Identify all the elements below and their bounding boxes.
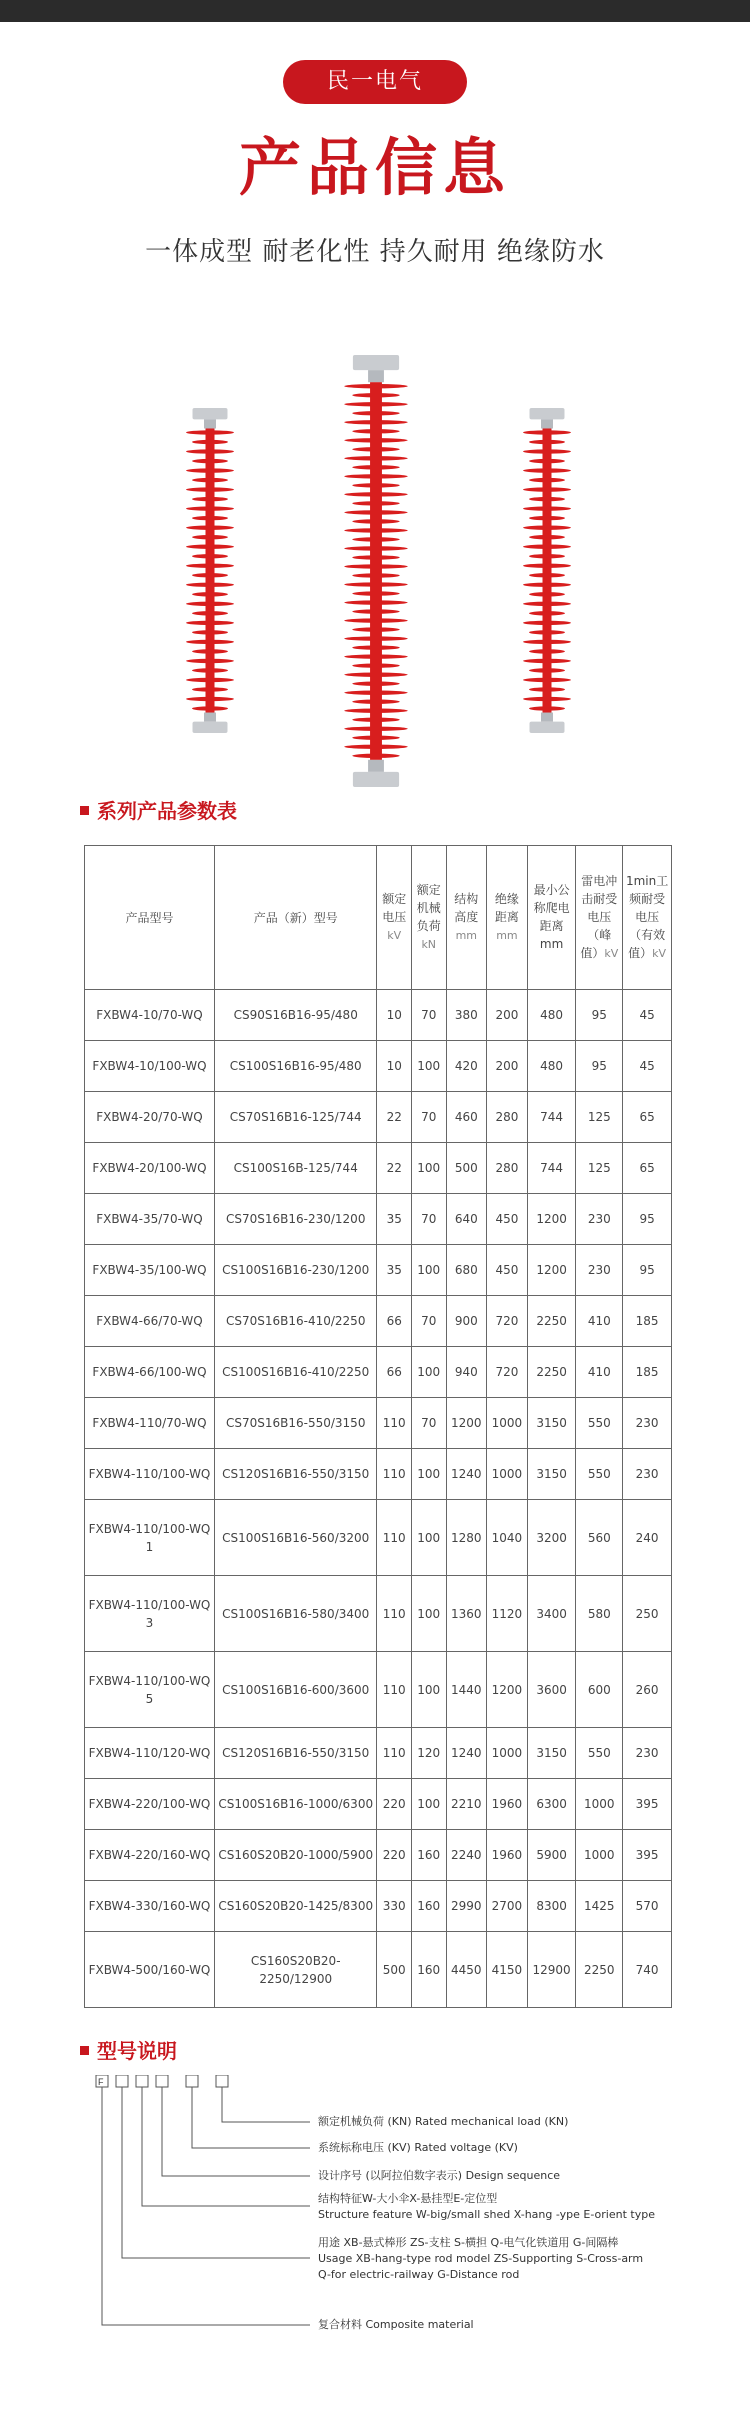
- cell-rated-voltage: 220: [377, 1830, 412, 1881]
- brand-badge: 民一电气: [283, 60, 467, 104]
- cell-new-model: CS100S16B16-560/3200: [214, 1500, 376, 1576]
- top-bar: [0, 0, 750, 22]
- cell-insulation-distance: 280: [487, 1092, 528, 1143]
- cell-rated-voltage: 110: [377, 1576, 412, 1652]
- cell-lightning-impulse: 410: [576, 1347, 623, 1398]
- cell-insulation-distance: 1000: [487, 1398, 528, 1449]
- cell-structure-height: 1440: [446, 1652, 487, 1728]
- cell-creepage-distance: 744: [527, 1092, 576, 1143]
- square-bullet-icon: [80, 2046, 89, 2055]
- cell-model: FXBW4-330/160-WQ: [85, 1881, 215, 1932]
- cell-new-model: CS70S16B16-550/3150: [214, 1398, 376, 1449]
- cell-mechanical-load: 100: [411, 1347, 446, 1398]
- table-row: [85, 1932, 672, 2008]
- cell-model: FXBW4-220/100-WQ: [85, 1779, 215, 1830]
- page-subtitle: 一体成型 耐老化性 持久耐用 绝缘防水: [145, 237, 605, 267]
- cell-mechanical-load: 70: [411, 990, 446, 1041]
- cell-model: FXBW4-66/100-WQ: [85, 1347, 215, 1398]
- desc-rated-voltage: 系统标称电压 (KV) Rated voltage (KV): [318, 2141, 518, 2154]
- cell-mechanical-load: 70: [411, 1296, 446, 1347]
- desc-mechanical-load: 额定机械负荷 (KN) Rated mechanical load (KN): [318, 2115, 569, 2128]
- cell-insulation-distance: 1120: [487, 1576, 528, 1652]
- cell-model: FXBW4-110/100-WQ: [85, 1449, 215, 1500]
- cell-structure-height: 500: [446, 1143, 487, 1194]
- code-box-3: [136, 2075, 148, 2087]
- cell-power-frequency: 45: [623, 990, 672, 1041]
- cell-insulation-distance: 450: [487, 1194, 528, 1245]
- cell-rated-voltage: 66: [377, 1347, 412, 1398]
- cell-model: FXBW4-35/100-WQ: [85, 1245, 215, 1296]
- cell-new-model: CS70S16B16-230/1200: [214, 1194, 376, 1245]
- cell-insulation-distance: 280: [487, 1143, 528, 1194]
- cell-model: FXBW4-110/120-WQ: [85, 1728, 215, 1779]
- cell-new-model: CS160S20B20-1000/5900: [214, 1830, 376, 1881]
- table-row: [85, 1296, 672, 1347]
- table-row: [85, 1449, 672, 1500]
- cell-insulation-distance: 200: [487, 990, 528, 1041]
- cell-insulation-distance: 200: [487, 1041, 528, 1092]
- cell-structure-height: 1360: [446, 1576, 487, 1652]
- cell-rated-voltage: 330: [377, 1881, 412, 1932]
- cell-rated-voltage: 22: [377, 1092, 412, 1143]
- cell-insulation-distance: 1000: [487, 1449, 528, 1500]
- desc-usage-en-2: Q-for electric-railway G-Distance rod: [318, 2268, 520, 2281]
- cell-new-model: CS160S20B20-1425/8300: [214, 1881, 376, 1932]
- cell-new-model: CS70S16B16-410/2250: [214, 1296, 376, 1347]
- code-box-6: [216, 2075, 228, 2087]
- cell-lightning-impulse: 580: [576, 1576, 623, 1652]
- cell-rated-voltage: 110: [377, 1398, 412, 1449]
- cell-mechanical-load: 70: [411, 1398, 446, 1449]
- cell-power-frequency: 65: [623, 1092, 672, 1143]
- spec-section-title: [80, 797, 237, 825]
- cell-creepage-distance: 6300: [527, 1779, 576, 1830]
- header-creepage-distance: 最小公称爬电距离mm: [527, 846, 576, 990]
- table-row: [85, 1652, 672, 1728]
- header-model: 产品型号: [85, 846, 215, 990]
- cell-power-frequency: 230: [623, 1449, 672, 1500]
- cell-creepage-distance: 1200: [527, 1194, 576, 1245]
- cell-mechanical-load: 100: [411, 1576, 446, 1652]
- cell-power-frequency: 185: [623, 1296, 672, 1347]
- cell-mechanical-load: 100: [411, 1779, 446, 1830]
- cell-creepage-distance: 3150: [527, 1728, 576, 1779]
- cell-rated-voltage: 500: [377, 1932, 412, 2008]
- header-structure-height: 结构高度mm: [446, 846, 487, 990]
- insulator-image-center: [343, 355, 409, 787]
- cell-lightning-impulse: 550: [576, 1398, 623, 1449]
- cell-power-frequency: 395: [623, 1779, 672, 1830]
- cell-structure-height: 1280: [446, 1500, 487, 1576]
- cell-creepage-distance: 3600: [527, 1652, 576, 1728]
- cell-power-frequency: 65: [623, 1143, 672, 1194]
- table-row: [85, 1041, 672, 1092]
- cell-lightning-impulse: 125: [576, 1143, 623, 1194]
- desc-usage-cn: 用途 XB-悬式棒形 ZS-支柱 S-横担 Q-电气化铁道用 G-间隔棒: [318, 2236, 619, 2249]
- cell-rated-voltage: 66: [377, 1296, 412, 1347]
- cell-insulation-distance: 1200: [487, 1652, 528, 1728]
- cell-lightning-impulse: 410: [576, 1296, 623, 1347]
- cell-creepage-distance: 2250: [527, 1296, 576, 1347]
- cell-rated-voltage: 22: [377, 1143, 412, 1194]
- cell-mechanical-load: 160: [411, 1830, 446, 1881]
- cell-power-frequency: 240: [623, 1500, 672, 1576]
- cell-creepage-distance: 8300: [527, 1881, 576, 1932]
- cell-insulation-distance: 4150: [487, 1932, 528, 2008]
- cell-power-frequency: 260: [623, 1652, 672, 1728]
- cell-creepage-distance: 1200: [527, 1245, 576, 1296]
- cell-insulation-distance: 720: [487, 1296, 528, 1347]
- cell-structure-height: 1200: [446, 1398, 487, 1449]
- cell-creepage-distance: 12900: [527, 1932, 576, 2008]
- cell-creepage-distance: 3150: [527, 1398, 576, 1449]
- header-new-model: 产品（新）型号: [214, 846, 376, 990]
- cell-rated-voltage: 35: [377, 1194, 412, 1245]
- cell-structure-height: 1240: [446, 1449, 487, 1500]
- cell-mechanical-load: 100: [411, 1041, 446, 1092]
- cell-lightning-impulse: 230: [576, 1245, 623, 1296]
- cell-power-frequency: 570: [623, 1881, 672, 1932]
- cell-insulation-distance: 720: [487, 1347, 528, 1398]
- code-box-letter: F: [98, 2077, 104, 2087]
- cell-lightning-impulse: 2250: [576, 1932, 623, 2008]
- cell-structure-height: 640: [446, 1194, 487, 1245]
- cell-power-frequency: 95: [623, 1245, 672, 1296]
- header-rated-voltage: 额定电压kV: [377, 846, 412, 990]
- table-row: [85, 990, 672, 1041]
- cell-model: FXBW4-66/70-WQ: [85, 1296, 215, 1347]
- cell-new-model: CS100S16B16-600/3600: [214, 1652, 376, 1728]
- cell-power-frequency: 230: [623, 1728, 672, 1779]
- cell-creepage-distance: 2250: [527, 1347, 576, 1398]
- cell-rated-voltage: 110: [377, 1652, 412, 1728]
- insulator-image-left: [185, 408, 235, 733]
- cell-lightning-impulse: 230: [576, 1194, 623, 1245]
- cell-mechanical-load: 70: [411, 1092, 446, 1143]
- cell-new-model: CS100S16B16-95/480: [214, 1041, 376, 1092]
- cell-lightning-impulse: 95: [576, 990, 623, 1041]
- cell-power-frequency: 230: [623, 1398, 672, 1449]
- cell-model: FXBW4-220/160-WQ: [85, 1830, 215, 1881]
- cell-power-frequency: 45: [623, 1041, 672, 1092]
- desc-design-sequence: 设计序号 (以阿拉伯数字表示) Design sequence: [318, 2169, 561, 2182]
- cell-creepage-distance: 5900: [527, 1830, 576, 1881]
- cell-structure-height: 2240: [446, 1830, 487, 1881]
- cell-structure-height: 460: [446, 1092, 487, 1143]
- table-row: [85, 1398, 672, 1449]
- cell-rated-voltage: 220: [377, 1779, 412, 1830]
- cell-model: FXBW4-10/70-WQ: [85, 990, 215, 1041]
- cell-structure-height: 420: [446, 1041, 487, 1092]
- cell-lightning-impulse: 1000: [576, 1830, 623, 1881]
- cell-new-model: CS70S16B16-125/744: [214, 1092, 376, 1143]
- spec-table: [84, 845, 672, 2008]
- cell-mechanical-load: 100: [411, 1245, 446, 1296]
- cell-rated-voltage: 110: [377, 1500, 412, 1576]
- cell-structure-height: 2210: [446, 1779, 487, 1830]
- cell-insulation-distance: 1960: [487, 1830, 528, 1881]
- table-row: [85, 1728, 672, 1779]
- desc-structure-en: Structure feature W-big/small shed X-hang -ype E-orient type: [318, 2208, 655, 2221]
- cell-model: FXBW4-110/100-WQ5: [85, 1652, 215, 1728]
- cell-model: FXBW4-110/100-WQ3: [85, 1576, 215, 1652]
- cell-structure-height: 940: [446, 1347, 487, 1398]
- cell-creepage-distance: 480: [527, 1041, 576, 1092]
- desc-composite-material: 复合材料 Composite material: [318, 2318, 474, 2331]
- cell-new-model: CS90S16B16-95/480: [214, 990, 376, 1041]
- cell-new-model: CS100S16B16-230/1200: [214, 1245, 376, 1296]
- cell-model: FXBW4-10/100-WQ: [85, 1041, 215, 1092]
- cell-power-frequency: 395: [623, 1830, 672, 1881]
- cell-rated-voltage: 10: [377, 990, 412, 1041]
- spec-section-title-text: 系列产品参数表: [97, 799, 237, 823]
- page-title: 产品信息: [238, 131, 511, 204]
- cell-rated-voltage: 35: [377, 1245, 412, 1296]
- table-row: [85, 1092, 672, 1143]
- cell-creepage-distance: 3150: [527, 1449, 576, 1500]
- cell-rated-voltage: 110: [377, 1449, 412, 1500]
- cell-insulation-distance: 2700: [487, 1881, 528, 1932]
- cell-creepage-distance: 480: [527, 990, 576, 1041]
- cell-mechanical-load: 160: [411, 1881, 446, 1932]
- cell-insulation-distance: 1000: [487, 1728, 528, 1779]
- table-row: [85, 1576, 672, 1652]
- cell-lightning-impulse: 95: [576, 1041, 623, 1092]
- cell-mechanical-load: 100: [411, 1500, 446, 1576]
- cell-lightning-impulse: 550: [576, 1449, 623, 1500]
- cell-lightning-impulse: 560: [576, 1500, 623, 1576]
- model-section-title-text: 型号说明: [97, 2039, 177, 2063]
- table-row: [85, 1194, 672, 1245]
- cell-lightning-impulse: 550: [576, 1728, 623, 1779]
- cell-model: FXBW4-35/70-WQ: [85, 1194, 215, 1245]
- cell-power-frequency: 740: [623, 1932, 672, 2008]
- cell-model: FXBW4-110/70-WQ: [85, 1398, 215, 1449]
- square-bullet-icon: [80, 806, 89, 815]
- header-mechanical-load: 额定机械负荷kN: [411, 846, 446, 990]
- cell-new-model: CS100S16B-125/744: [214, 1143, 376, 1194]
- cell-mechanical-load: 120: [411, 1728, 446, 1779]
- cell-structure-height: 680: [446, 1245, 487, 1296]
- cell-structure-height: 4450: [446, 1932, 487, 2008]
- cell-insulation-distance: 1960: [487, 1779, 528, 1830]
- table-row: [85, 1500, 672, 1576]
- desc-structure-cn: 结构特征W-大小伞X-悬挂型E-定位型: [318, 2192, 498, 2205]
- table-row: [85, 1347, 672, 1398]
- desc-usage-en-1: Usage XB-hang-type rod model ZS-Supporting S-Cross-arm: [318, 2252, 644, 2265]
- table-row: [85, 1779, 672, 1830]
- code-box-4: [156, 2075, 168, 2087]
- cell-mechanical-load: 100: [411, 1652, 446, 1728]
- cell-lightning-impulse: 600: [576, 1652, 623, 1728]
- cell-lightning-impulse: 1000: [576, 1779, 623, 1830]
- cell-structure-height: 2990: [446, 1881, 487, 1932]
- model-code-diagram: [90, 2075, 690, 2375]
- cell-model: FXBW4-20/100-WQ: [85, 1143, 215, 1194]
- cell-new-model: CS120S16B16-550/3150: [214, 1728, 376, 1779]
- cell-power-frequency: 185: [623, 1347, 672, 1398]
- cell-model: FXBW4-110/100-WQ1: [85, 1500, 215, 1576]
- header-lightning-impulse: 雷电冲击耐受电压（峰值）kV: [576, 846, 623, 990]
- cell-structure-height: 380: [446, 990, 487, 1041]
- cell-mechanical-load: 160: [411, 1932, 446, 2008]
- cell-creepage-distance: 3200: [527, 1500, 576, 1576]
- cell-new-model: CS100S16B16-410/2250: [214, 1347, 376, 1398]
- cell-insulation-distance: 1040: [487, 1500, 528, 1576]
- code-box-2: [116, 2075, 128, 2087]
- cell-rated-voltage: 110: [377, 1728, 412, 1779]
- insulator-image-right: [522, 408, 572, 733]
- cell-model: FXBW4-500/160-WQ: [85, 1932, 215, 2008]
- cell-power-frequency: 95: [623, 1194, 672, 1245]
- cell-new-model: CS100S16B16-580/3400: [214, 1576, 376, 1652]
- table-row: [85, 1245, 672, 1296]
- cell-new-model: CS100S16B16-1000/6300: [214, 1779, 376, 1830]
- table-row: [85, 1143, 672, 1194]
- cell-power-frequency: 250: [623, 1576, 672, 1652]
- cell-mechanical-load: 100: [411, 1449, 446, 1500]
- cell-new-model: CS120S16B16-550/3150: [214, 1449, 376, 1500]
- cell-rated-voltage: 10: [377, 1041, 412, 1092]
- header-power-frequency: 1min工频耐受电压（有效值）kV: [623, 846, 672, 990]
- cell-lightning-impulse: 1425: [576, 1881, 623, 1932]
- cell-mechanical-load: 70: [411, 1194, 446, 1245]
- cell-structure-height: 1240: [446, 1728, 487, 1779]
- model-section-title: [80, 2037, 177, 2065]
- cell-mechanical-load: 100: [411, 1143, 446, 1194]
- cell-structure-height: 900: [446, 1296, 487, 1347]
- header-insulation-distance: 绝缘距离mm: [487, 846, 528, 990]
- cell-model: FXBW4-20/70-WQ: [85, 1092, 215, 1143]
- cell-insulation-distance: 450: [487, 1245, 528, 1296]
- cell-creepage-distance: 744: [527, 1143, 576, 1194]
- table-row: [85, 1881, 672, 1932]
- cell-new-model: CS160S20B20-2250/12900: [214, 1932, 376, 2008]
- code-box-5: [186, 2075, 198, 2087]
- spec-table-header-row: [85, 846, 672, 990]
- cell-lightning-impulse: 125: [576, 1092, 623, 1143]
- cell-creepage-distance: 3400: [527, 1576, 576, 1652]
- table-row: [85, 1830, 672, 1881]
